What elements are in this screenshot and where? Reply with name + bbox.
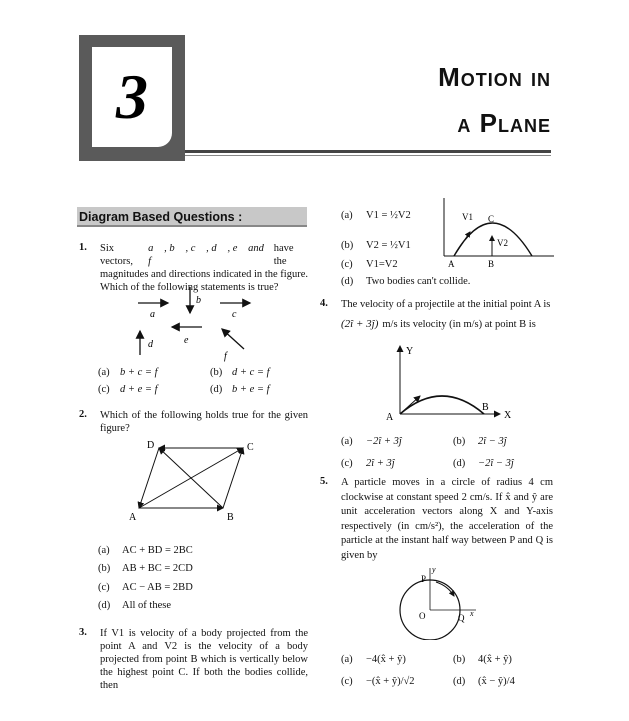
q1-vector-list: a⃗ , b⃗ , c⃗ , d⃗ , e⃗ and f⃗ — [148, 243, 264, 267]
q4-number: 4. — [320, 298, 328, 309]
vector-f-arrow — [222, 329, 244, 349]
q2-option-d[interactable]: All of these — [122, 600, 171, 611]
q3-option-d-key: (d) — [341, 276, 354, 287]
q1-option-d-key: (d) — [210, 384, 223, 395]
q3-option-b-key: (b) — [341, 240, 354, 251]
q1-option-a-key: (a) — [98, 367, 110, 378]
q3-label-a: A — [448, 259, 455, 269]
q1-option-d[interactable]: b + e = f — [232, 384, 270, 395]
q3-label-v1: V1 — [462, 212, 473, 222]
q2-option-c[interactable]: AC − AB = 2BD — [122, 582, 193, 593]
q4-option-d-key: (d) — [453, 458, 466, 469]
q3-option-a[interactable]: V1 = ½V2 — [366, 210, 411, 221]
q5-option-a[interactable]: −4(x̂ + ŷ) — [366, 654, 406, 665]
q2-option-a-key: (a) — [98, 545, 110, 556]
q5-label-p: P — [421, 574, 427, 584]
vector-e-label: e — [184, 335, 189, 346]
q2-label-a: A — [129, 512, 137, 523]
q1-number: 1. — [79, 242, 87, 253]
q5-text: A particle moves in a circle of radius 4 cm clockwise at constant speed 2 cm/s. If x̂ and ŷ are unit acceleration vectors along X and Y-axis respectively (in cm/s²), the acceleration of the particle at the instant half way between P and Q is given by — [341, 477, 553, 561]
chapter-number: 3 — [92, 47, 172, 147]
q2-parallelogram-figure — [125, 438, 265, 524]
q2-option-c-key: (c) — [98, 582, 110, 593]
q2-option-d-key: (d) — [98, 600, 111, 611]
q5-option-b[interactable]: 4(x̂ + ŷ) — [478, 654, 512, 665]
chapter-number-box — [79, 35, 185, 161]
q1-vector-figure — [120, 283, 290, 363]
q2-label-d: D — [147, 440, 155, 451]
q1-text-a: Six vectors, — [100, 243, 133, 267]
q1-option-b-key: (b) — [210, 367, 223, 378]
q5-label-x: x — [470, 609, 474, 618]
q5-label-y: y — [432, 565, 436, 574]
q2-option-a[interactable]: AC + BD = 2BC — [122, 545, 193, 556]
vector-f-label: f — [224, 351, 227, 362]
q5-option-a-key: (a) — [341, 654, 353, 665]
q4-option-a-key: (a) — [341, 436, 353, 447]
q4-option-a[interactable]: −2î + 3ĵ — [366, 436, 402, 447]
q1-text-c: magnitudes and directions indicated in the figure. Which of the following statements is true? — [100, 269, 308, 293]
header-rule — [185, 150, 551, 153]
q1-option-c-key: (c) — [98, 384, 110, 395]
q3-option-d[interactable]: Two bodies can't collide. — [366, 276, 471, 287]
q2-option-b[interactable]: AB + BC = 2CD — [122, 563, 193, 574]
q1-option-b[interactable]: d + c = f — [232, 367, 270, 378]
header-rule-thin — [185, 155, 551, 156]
q4-option-c[interactable]: 2î + 3ĵ — [366, 458, 395, 469]
q4-projectile-figure — [380, 340, 530, 426]
q5-option-b-key: (b) — [453, 654, 466, 665]
vector-d-label: d — [148, 339, 153, 350]
q4-stem-line2 — [341, 318, 553, 331]
q5-option-c[interactable]: −(x̂ + ŷ)/√2 — [366, 676, 415, 687]
q4-label-a: A — [386, 412, 394, 423]
chapter-title-line2: a Plane — [457, 108, 551, 138]
q3-label-v2: V2 — [497, 238, 508, 248]
q3-number: 3. — [79, 627, 87, 638]
q2-number: 2. — [79, 409, 87, 420]
chapter-title-line1: Motion in — [438, 62, 551, 92]
q4-option-c-key: (c) — [341, 458, 353, 469]
q4-label-b: B — [482, 402, 489, 413]
vector-b-label: b — [196, 295, 201, 306]
q4-option-d[interactable]: −2î − 3ĵ — [478, 458, 514, 469]
q3-option-a-key: (a) — [341, 210, 353, 221]
q3-option-c-key: (c) — [341, 259, 353, 270]
q5-label-o: O — [419, 611, 426, 621]
q4-option-b[interactable]: 2î − 3ĵ — [478, 436, 507, 447]
q4-option-b-key: (b) — [453, 436, 466, 447]
q2-label-c: C — [247, 442, 254, 453]
q4-label-y: Y — [406, 346, 414, 357]
q3-text: If V1 is velocity of a body projected from the point A and V2 is the velocity of a body projected from point B which is vertically below the highest point C. If both the bodies collide, then — [100, 628, 308, 691]
q5-label-q: Q — [458, 613, 465, 623]
q5-option-d[interactable]: (x̂ − ŷ)/4 — [478, 676, 515, 687]
q4-text-b: m/s its velocity (in m/s) at point B is — [382, 319, 536, 330]
q3-label-c: C — [488, 214, 495, 224]
q1-option-a[interactable]: b + c = f — [120, 367, 158, 378]
section-heading: Diagram Based Questions : — [77, 207, 307, 227]
q2-option-b-key: (b) — [98, 563, 111, 574]
q1-text-b: have the — [273, 243, 294, 267]
q5-circle-figure — [392, 564, 482, 640]
q4-initial-velocity: (2î + 3ĵ) — [341, 318, 379, 330]
q3-label-b: B — [488, 259, 495, 269]
vector-a-label: a — [150, 309, 155, 320]
q3-projectile-figure — [440, 196, 556, 272]
q5-option-c-key: (c) — [341, 676, 353, 687]
q3-option-c[interactable]: V1=V2 — [366, 259, 398, 270]
q4-label-x: X — [504, 410, 512, 421]
q2-label-b: B — [227, 512, 234, 523]
q2-text: Which of the following holds true for the given figure? — [100, 410, 308, 434]
q4-text-a: The velocity of a projectile at the initial point A is — [341, 299, 551, 310]
q1-option-c[interactable]: d + e = f — [120, 384, 158, 395]
q5-option-d-key: (d) — [453, 676, 466, 687]
vector-c-label: c — [232, 309, 237, 320]
q3-option-b[interactable]: V2 = ½V1 — [366, 240, 411, 251]
q5-number: 5. — [320, 476, 328, 487]
